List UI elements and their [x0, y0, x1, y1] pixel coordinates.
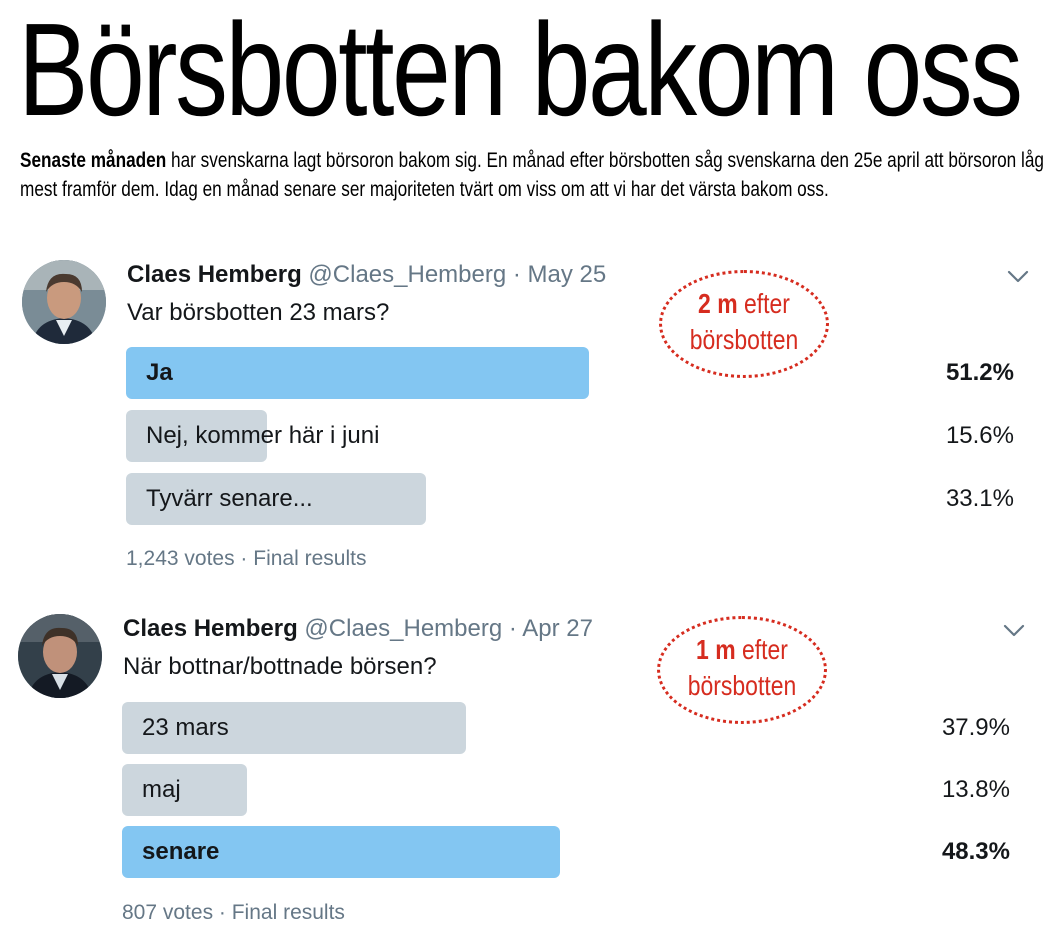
stamp-rest: efter — [735, 634, 788, 665]
intro-body: har svenskarna lagt börsoron bakom sig. En månad efter börsbotten såg svenskarna den 25e april att börsoron låg mest framför dem. Idag en månad senare ser majoriteten tvärt om viss om att vi har det värsta bakom oss. — [20, 148, 1044, 201]
stamp-line1 — [675, 633, 809, 667]
stamp-rest: efter — [737, 288, 790, 319]
author-handle[interactable]: @Claes_Hemberg — [304, 615, 503, 642]
headline: Börsbotten bakom oss — [18, 0, 1021, 143]
tweet-author — [127, 260, 606, 290]
poll-option — [122, 764, 1010, 816]
poll-option-percent: 51.2% — [945, 359, 1014, 386]
poll-tweet — [0, 612, 1060, 942]
avatar[interactable] — [22, 260, 106, 344]
stamp-annotation — [657, 616, 827, 724]
poll-option-label: Ja — [146, 359, 173, 386]
stamp-line1 — [677, 287, 811, 321]
poll-option-label: 23 mars — [142, 714, 229, 741]
poll-option-percent: 48.3% — [941, 838, 1010, 865]
poll-question: När bottnar/bottnade börsen? — [123, 653, 437, 680]
tweet-date[interactable]: May 25 — [527, 261, 607, 288]
poll-option — [126, 347, 1014, 399]
poll-option — [122, 826, 1010, 878]
poll-option-label: Tyvärr senare... — [146, 485, 313, 512]
poll-question: Var börsbotten 23 mars? — [127, 299, 390, 326]
poll-option-percent: 15.6% — [945, 422, 1014, 449]
avatar[interactable] — [18, 614, 102, 698]
author-name[interactable]: Claes Hemberg — [127, 261, 302, 288]
chevron-down-icon[interactable] — [1007, 270, 1029, 284]
tweet-author — [123, 614, 593, 644]
intro-paragraph — [20, 146, 1044, 204]
chevron-down-icon[interactable] — [1003, 624, 1025, 638]
poll-option — [122, 702, 1010, 754]
stamp-strong: 1 m — [696, 634, 736, 665]
poll-option-label: Nej, kommer här i juni — [146, 422, 380, 449]
stamp-line2: börsbotten — [687, 670, 797, 701]
poll-option-percent: 33.1% — [945, 485, 1014, 512]
poll-option — [126, 473, 1014, 525]
author-name[interactable]: Claes Hemberg — [123, 615, 298, 642]
poll-meta: 1,243 votes · Final results — [126, 547, 367, 570]
poll-meta: 807 votes · Final results — [122, 901, 345, 924]
author-handle[interactable]: @Claes_Hemberg — [308, 261, 507, 288]
poll-tweet — [0, 258, 1060, 588]
poll-bar — [126, 347, 589, 399]
separator-dot: · — [508, 615, 517, 642]
stamp-strong: 2 m — [698, 288, 738, 319]
stamp-line2: börsbotten — [689, 324, 799, 355]
poll-option-label: senare — [142, 838, 220, 865]
poll-option-percent: 37.9% — [941, 714, 1010, 741]
poll-option-label: maj — [142, 776, 181, 803]
separator-dot: · — [512, 261, 521, 288]
poll-option — [126, 410, 1014, 462]
intro-lead: Senaste månaden — [20, 148, 167, 172]
poll-option-percent: 13.8% — [941, 776, 1010, 803]
stamp-annotation — [659, 270, 829, 378]
poll-bar — [122, 764, 247, 816]
tweet-date[interactable]: Apr 27 — [522, 615, 593, 642]
